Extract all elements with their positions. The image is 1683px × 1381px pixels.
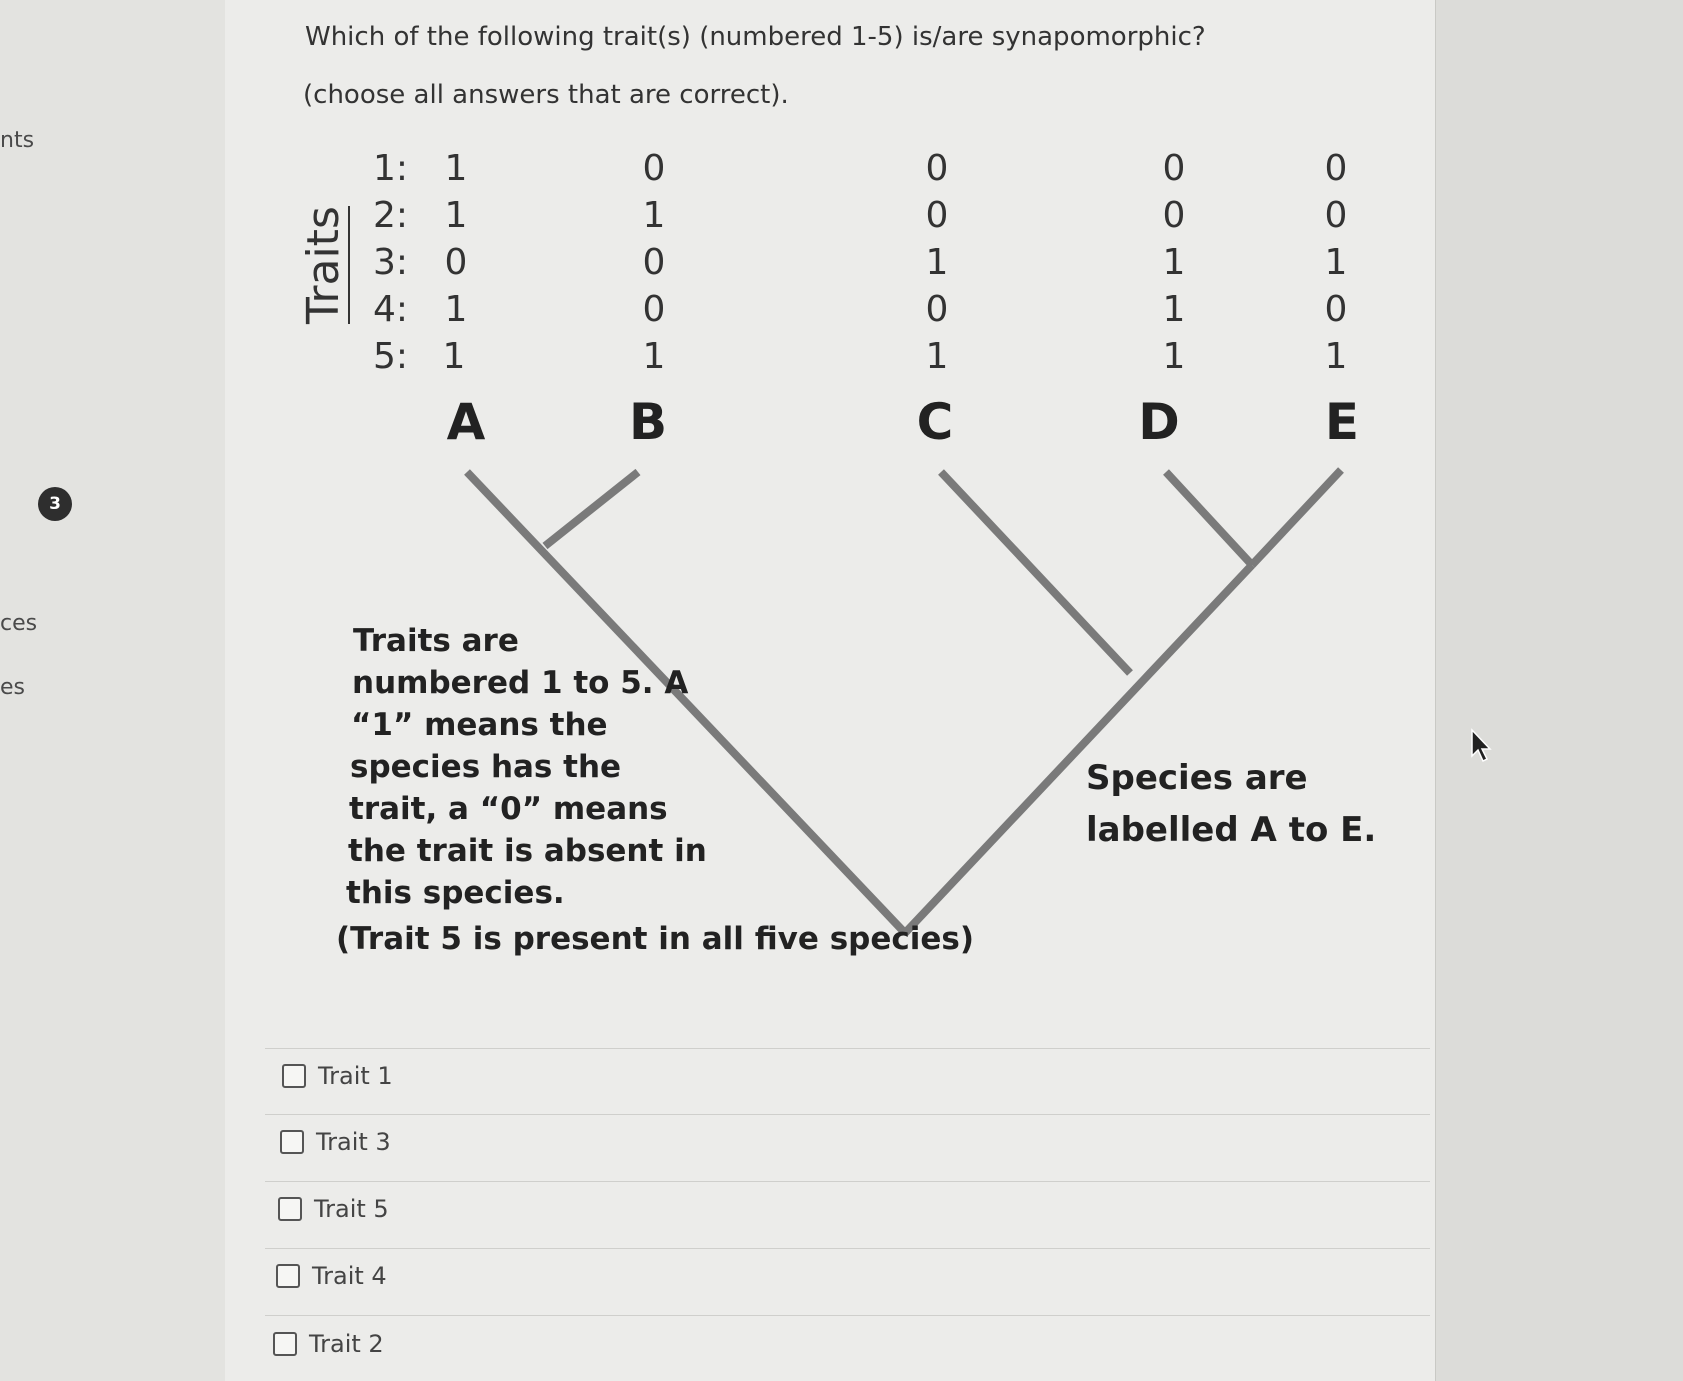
- note-line: labelled A to E.: [1086, 810, 1377, 850]
- matrix-cell: 0: [642, 242, 666, 283]
- note-line: Traits are: [353, 623, 519, 659]
- note-line: trait, a “0” means: [349, 791, 668, 827]
- matrix-cell: 1: [925, 242, 949, 283]
- option-trait-5[interactable]: [278, 1195, 389, 1223]
- matrix-cell: 0: [925, 289, 949, 330]
- option-label: Trait 5: [314, 1195, 389, 1223]
- matrix-cell: 1: [1162, 336, 1186, 377]
- species-label-c: C: [916, 393, 954, 451]
- option-label: Trait 1: [318, 1062, 393, 1090]
- option-label: Trait 2: [309, 1330, 384, 1358]
- note-line: (Trait 5 is present in all five species): [336, 921, 975, 957]
- divider: [265, 1181, 1430, 1182]
- question-instruction: (choose all answers that are correct).: [303, 80, 789, 110]
- matrix-cell: 0: [925, 148, 949, 189]
- question-prompt: Which of the following trait(s) (numbered 1-5) is/are synapomorphic?: [305, 22, 1206, 52]
- divider: [265, 1248, 1430, 1249]
- note-line: species has the: [350, 749, 622, 785]
- checkbox[interactable]: [282, 1064, 306, 1088]
- species-label-b: B: [628, 393, 668, 451]
- branch-b: [545, 472, 638, 546]
- right-annotation: [1086, 752, 1376, 856]
- matrix-cell: 1: [1162, 289, 1186, 330]
- matrix-cell: 0: [1162, 148, 1186, 189]
- divider: [265, 1048, 1430, 1049]
- option-trait-3[interactable]: [280, 1128, 391, 1156]
- matrix-cell: 0: [1324, 148, 1348, 189]
- note-line: Species are: [1086, 758, 1308, 798]
- left-annotation: [336, 620, 975, 960]
- option-trait-1[interactable]: [282, 1062, 393, 1090]
- trait-index-4: 4:: [373, 289, 409, 330]
- matrix-cell: 1: [444, 195, 468, 236]
- matrix-cell: 0: [925, 195, 949, 236]
- note-line: this species.: [346, 875, 565, 911]
- trait-index-2: 2:: [373, 195, 409, 236]
- checkbox[interactable]: [273, 1332, 297, 1356]
- checkbox[interactable]: [278, 1197, 302, 1221]
- checkbox[interactable]: [276, 1264, 300, 1288]
- divider: [265, 1114, 1430, 1115]
- species-label-e: E: [1324, 393, 1360, 451]
- trait-index-3: 3:: [373, 242, 409, 283]
- trait-index-1: 1:: [373, 148, 409, 189]
- matrix-cell: 1: [642, 336, 666, 377]
- branch-e: [1252, 470, 1341, 565]
- branch-d: [1166, 472, 1252, 565]
- option-label: Trait 4: [312, 1262, 387, 1290]
- matrix-cell: 0: [444, 242, 468, 283]
- option-label: Trait 3: [316, 1128, 391, 1156]
- matrix-cell: 1: [1324, 336, 1348, 377]
- trait-index-5: 5:: [373, 336, 409, 377]
- matrix-cell: 1: [442, 336, 466, 377]
- option-trait-2[interactable]: [273, 1330, 384, 1358]
- matrix-cell: 1: [444, 148, 468, 189]
- matrix-cell: 0: [1324, 289, 1348, 330]
- note-line: numbered 1 to 5. A: [352, 665, 689, 701]
- matrix-cell: 0: [1162, 195, 1186, 236]
- right-margin: [1436, 0, 1683, 1381]
- traits-axis-label: Traits: [298, 206, 349, 324]
- species-label-a: A: [446, 393, 486, 451]
- checkbox[interactable]: [280, 1130, 304, 1154]
- matrix-cell: 0: [642, 289, 666, 330]
- mouse-cursor-icon: [1470, 728, 1494, 764]
- matrix-cell: 1: [444, 289, 468, 330]
- matrix-cell: 0: [642, 148, 666, 189]
- matrix-cell: 0: [1324, 195, 1348, 236]
- nav-item-modules[interactable]: es: [0, 675, 25, 700]
- nav-item-resources[interactable]: ces: [0, 611, 38, 636]
- matrix-cell: 1: [1162, 242, 1186, 283]
- note-line: “1” means the: [351, 707, 608, 743]
- question-number-badge[interactable]: 3: [38, 487, 72, 521]
- divider: [265, 1315, 1430, 1316]
- nav-item-points[interactable]: nts: [0, 128, 35, 153]
- note-line: the trait is absent in: [348, 833, 707, 869]
- matrix-cell: 1: [1324, 242, 1348, 283]
- option-trait-4[interactable]: [276, 1262, 387, 1290]
- matrix-cell: 1: [642, 195, 666, 236]
- matrix-cell: 1: [925, 336, 949, 377]
- species-label-d: D: [1138, 393, 1180, 451]
